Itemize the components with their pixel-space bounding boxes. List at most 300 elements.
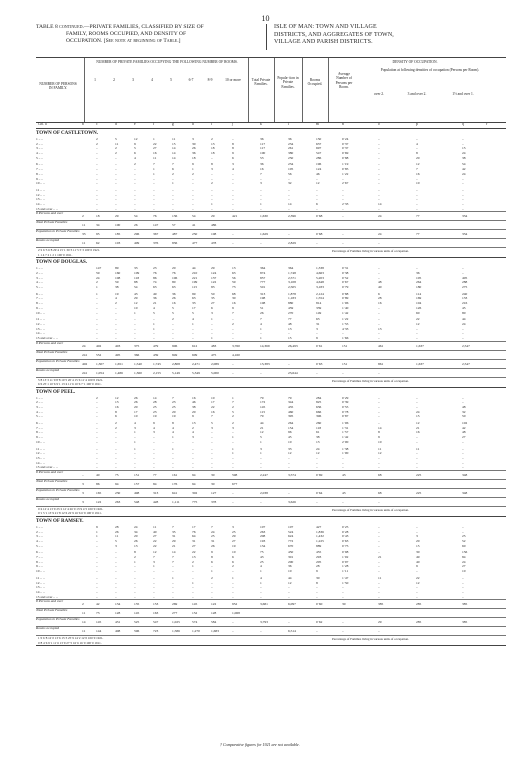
cell: – — [115, 465, 117, 470]
cell: 7 — [232, 310, 234, 315]
cell: 348 — [462, 472, 468, 477]
row-label: 3 .. .. — [36, 275, 43, 280]
heading-density: DENSITY OF OCCUPATION. — [392, 60, 438, 64]
cell: 1 — [134, 439, 136, 444]
cell: – — [260, 206, 262, 211]
cell: – — [153, 594, 155, 599]
cell: 77 — [416, 214, 420, 219]
cell: 54 — [192, 214, 196, 219]
cell: – — [416, 569, 418, 574]
cell: – — [260, 594, 262, 599]
cell: 450 — [288, 550, 294, 555]
cell: – — [462, 529, 464, 534]
cell: – — [115, 321, 117, 326]
cell: 1·11 — [342, 569, 349, 574]
cell: 22 — [153, 543, 157, 548]
cell: – — [211, 589, 213, 594]
cell: 84 — [153, 481, 157, 486]
cell: – — [115, 460, 117, 465]
cell: 1·47 — [342, 575, 349, 580]
header-divider — [266, 24, 271, 50]
cell: – — [462, 181, 464, 186]
cell: 21 — [260, 425, 264, 430]
cell: – — [378, 271, 380, 275]
cell: – — [288, 232, 290, 237]
cell: – — [378, 310, 380, 315]
cell: 45 — [462, 305, 466, 310]
cell: – — [134, 167, 136, 172]
cell: – — [232, 335, 234, 340]
cell: – — [96, 559, 98, 564]
cell: 145 — [134, 611, 140, 616]
cell: 3 — [82, 490, 84, 495]
column-letter: i — [211, 122, 212, 126]
cell: – — [134, 206, 136, 211]
row-label: 15 and over .. .. — [36, 465, 58, 470]
cell: 0·79 — [342, 285, 349, 290]
cell: 2,124 — [316, 291, 324, 296]
cell: 334 — [462, 232, 468, 237]
cell: 20 — [416, 155, 420, 160]
cell: 38 — [192, 405, 196, 409]
cell: 79 — [288, 395, 292, 400]
cell: 263 — [260, 529, 266, 534]
cell: – — [378, 317, 380, 322]
cell: 836 — [172, 241, 178, 246]
cell: 12 — [153, 550, 157, 555]
cell: 63 — [316, 317, 320, 322]
cell: – — [288, 620, 290, 625]
cell: 1·57 — [342, 430, 349, 435]
cell: 10 — [211, 395, 215, 400]
cell: – — [115, 155, 117, 160]
cell: 46 — [316, 171, 320, 176]
cell: 2 — [192, 559, 194, 564]
cell: 29 — [378, 620, 382, 625]
cell: 22 — [153, 141, 157, 146]
cell: 2,089 — [211, 361, 219, 366]
row-label: 4 .. .. — [36, 409, 43, 414]
cell: 461 — [378, 343, 384, 348]
cell: 80 — [462, 310, 466, 315]
cell: 475 — [211, 352, 217, 357]
cell: 367 — [153, 232, 159, 237]
cell: 33 — [82, 232, 86, 237]
cell: 15 — [172, 141, 176, 146]
cell: 3 — [211, 167, 213, 172]
cell: 157 — [134, 481, 140, 486]
cell: – — [378, 241, 380, 246]
cell: – — [211, 446, 213, 451]
column-letter: h — [192, 122, 194, 126]
cell: 34 — [96, 223, 100, 228]
cell: – — [260, 499, 262, 504]
cell: 147 — [96, 266, 102, 271]
cell: – — [416, 400, 418, 405]
cell: 1 — [192, 580, 194, 585]
region-line-1: ISLE OF MAN: TOWN AND VILLAGE — [274, 24, 377, 30]
cell: 14 — [378, 201, 382, 206]
cell: – — [211, 171, 213, 176]
cell: 1 — [260, 580, 262, 585]
cell: 84 — [462, 555, 466, 560]
cell: – — [462, 326, 464, 331]
cell: – — [96, 594, 98, 599]
cell: – — [96, 451, 98, 456]
heading-room-1: 1 — [94, 78, 96, 82]
summary-row-persons-over — [36, 341, 506, 350]
cell: 73 — [232, 285, 236, 290]
cell: – — [378, 421, 380, 426]
cell: – — [260, 241, 262, 246]
cell: 43 — [342, 490, 346, 495]
cell: 3 — [316, 326, 318, 331]
cell: 1 — [153, 137, 155, 141]
cell: 7 — [211, 414, 213, 419]
cell: 40 — [153, 529, 157, 534]
cell: 1 — [211, 317, 213, 322]
cell: – — [96, 162, 98, 167]
cell: 12 — [134, 301, 138, 306]
cell: – — [416, 176, 418, 181]
cell: – — [462, 524, 464, 529]
cell: 0·78 — [342, 409, 349, 414]
cell: 1,183 — [288, 296, 296, 301]
cell: 28 — [115, 524, 119, 529]
heading-room-6-7: 6-7 — [188, 78, 194, 82]
cell: – — [260, 197, 262, 202]
cell: 24 — [82, 343, 86, 348]
column-letter: g — [172, 122, 174, 126]
row-label: 14 .. .. — [36, 460, 45, 465]
cell: – — [378, 409, 380, 414]
cell: 14 — [172, 550, 176, 555]
cell: 73 — [96, 611, 100, 616]
cell: 74 — [153, 280, 157, 285]
cell: 1 — [260, 201, 262, 206]
cell: 2 — [134, 555, 136, 560]
cell: – — [115, 181, 117, 186]
cell: – — [288, 589, 290, 594]
cell: 16 — [153, 151, 157, 156]
cell: – — [378, 455, 380, 460]
cell: 1 — [211, 201, 213, 206]
cell: 1 — [134, 310, 136, 315]
cell: 77 — [416, 232, 420, 237]
row-label: 6 .. .. — [36, 550, 43, 555]
cell: 13 — [232, 266, 236, 271]
cell: 36 — [288, 137, 292, 141]
cell: – — [96, 465, 98, 470]
cell: 11 — [153, 155, 157, 160]
cell: – — [96, 176, 98, 181]
summary-label: Total Private Families — [36, 478, 68, 483]
cell: 0·24 — [342, 137, 349, 141]
cell: – — [96, 425, 98, 430]
cell: – — [260, 585, 262, 590]
cell: 63 — [192, 296, 196, 301]
cell: 421 — [232, 214, 238, 219]
cell: 2 — [82, 602, 84, 607]
cell: 880 — [288, 301, 294, 306]
percentage-1921: 5·8 13·3 11·9 8·8 10·5 20·4 15·6 11·4 100·0 1921. — [38, 377, 104, 382]
summary-row-rooms — [36, 626, 506, 635]
cell: 76 — [153, 214, 157, 219]
row-label: 9 .. .. — [36, 435, 43, 440]
cell: – — [134, 465, 136, 470]
cell: 20 — [172, 409, 176, 414]
cell: 12 — [260, 430, 264, 435]
cell: 107 — [260, 524, 266, 529]
cell: 677 — [232, 481, 238, 486]
cell: – — [96, 414, 98, 419]
cell: 3,793 — [260, 620, 268, 625]
cell: 59 — [96, 271, 100, 275]
cell: 624 — [288, 534, 294, 539]
cell: 3 — [211, 310, 213, 315]
cell: – — [462, 439, 464, 444]
cell: 547 — [316, 151, 322, 156]
cell: – — [172, 331, 174, 336]
cell: 1 — [192, 321, 194, 326]
cell: – — [96, 575, 98, 580]
row-label: 7 .. .. — [36, 555, 43, 560]
cell: – — [316, 594, 318, 599]
cell: – — [115, 455, 117, 460]
town-heading: TOWN OF DOUGLAS. — [36, 260, 87, 266]
page-number: 10 — [261, 14, 270, 23]
cell: 408 — [115, 629, 121, 634]
cell: 775 — [192, 499, 198, 504]
cell: 31 — [172, 534, 176, 539]
cell: 598 — [232, 472, 238, 477]
cell: 2 — [211, 575, 213, 580]
row-label: 14 .. .. — [36, 331, 45, 336]
cell: 8 — [416, 151, 418, 156]
cell: – — [378, 629, 380, 634]
percentage-row — [36, 247, 506, 258]
heading-over-2: over 2. — [374, 92, 384, 96]
cell: – — [462, 266, 464, 271]
cell: – — [342, 589, 344, 594]
cell: 8 — [232, 146, 234, 151]
cell: 277 — [172, 611, 178, 616]
cell: 149 — [316, 310, 322, 315]
cell: 2 — [172, 317, 174, 322]
cell: 385 — [378, 602, 384, 607]
cell: 24 — [96, 275, 100, 280]
cell: 24 — [134, 524, 138, 529]
cell: – — [115, 559, 117, 564]
cell: – — [115, 575, 117, 580]
cell: 4 — [153, 305, 155, 310]
cell: 0·62 — [316, 620, 323, 625]
cell: – — [153, 187, 155, 192]
cell: – — [232, 137, 234, 141]
cell: 250 — [192, 232, 198, 237]
cell: 180 — [416, 285, 422, 290]
cell: – — [342, 232, 344, 237]
cell: 103 — [115, 241, 121, 246]
row-label: 1 .. .. — [36, 137, 43, 141]
cell: 14,369 — [260, 343, 270, 348]
cell: 40 — [416, 559, 420, 564]
row-label: 11 .. .. — [36, 317, 45, 322]
cell: – — [462, 446, 464, 451]
cell: 12 — [416, 321, 420, 326]
cell: – — [153, 317, 155, 322]
cell: 115 — [260, 409, 266, 414]
cell: 9 — [378, 435, 380, 440]
cell: 9 — [232, 151, 234, 156]
cell: 35 — [211, 296, 215, 301]
cell: – — [134, 580, 136, 585]
cell: – — [232, 361, 234, 366]
cell: 16 — [192, 395, 196, 400]
cell: 1,629 — [260, 232, 268, 237]
cell: 1·38 — [342, 446, 349, 451]
cell: – — [96, 455, 98, 460]
cell: – — [211, 206, 213, 211]
cell: 4 — [232, 167, 234, 172]
cell: 0·37 — [342, 146, 349, 151]
cell: 2,505 — [288, 285, 296, 290]
cell: 1 — [260, 439, 262, 444]
row-label: 5 .. .. — [36, 414, 43, 419]
cell: 260 — [316, 421, 322, 426]
cell: – — [416, 146, 418, 151]
cell: 487 — [172, 232, 178, 237]
cell: – — [96, 589, 98, 594]
cell: 36 — [288, 564, 292, 569]
cell: 122 — [211, 280, 217, 285]
cell: – — [96, 192, 98, 197]
cell: 11 — [115, 141, 119, 146]
heading-rooms: Rooms Occupied. — [307, 78, 323, 87]
cell: 3 — [115, 543, 117, 548]
table-title — [36, 24, 266, 46]
cell: 574 — [192, 620, 198, 625]
cell: – — [232, 569, 234, 574]
summary-label: Rooms occupied — [36, 238, 60, 243]
cell: 36 — [260, 162, 264, 167]
cell: 857 — [260, 275, 266, 280]
cell: – — [288, 206, 290, 211]
cell: 96 — [288, 430, 292, 435]
cell: 10 — [232, 550, 236, 555]
cell: 1·40 — [342, 305, 349, 310]
cell: 459 — [288, 305, 294, 310]
cell: 108 — [260, 301, 266, 306]
cell: – — [288, 176, 290, 181]
cell: 313 — [260, 291, 266, 296]
cell: 33 — [134, 266, 138, 271]
cell: – — [232, 171, 234, 176]
cell: – — [232, 197, 234, 202]
cell: 264 — [416, 280, 422, 285]
cell: – — [172, 335, 174, 340]
cell: – — [153, 331, 155, 336]
cell: 28 — [378, 296, 382, 301]
cell: 50 — [211, 291, 215, 296]
cell: – — [232, 430, 234, 435]
summary-label: 8 Persons and over — [36, 211, 64, 216]
cell: 1 — [96, 529, 98, 534]
cell: 2 — [232, 405, 234, 409]
cell: – — [462, 201, 464, 206]
cell: 1 — [232, 395, 234, 400]
cell: 906 — [172, 343, 178, 348]
row-label: 3 .. .. — [36, 405, 43, 409]
cell: – — [260, 460, 262, 465]
cell: – — [342, 241, 344, 246]
cell: 6,097 — [288, 602, 296, 607]
rule — [302, 58, 303, 122]
cell: 402 — [82, 361, 88, 366]
cell: 26 — [134, 395, 138, 400]
cell: 24 — [378, 214, 382, 219]
cell: 3 — [232, 162, 234, 167]
cell: – — [115, 192, 117, 197]
cell: – — [211, 594, 213, 599]
cell: – — [115, 446, 117, 451]
cell: 1,338 — [316, 266, 324, 271]
cell: 241 — [82, 352, 88, 357]
cell: – — [316, 629, 318, 634]
cell: – — [316, 589, 318, 594]
cell: 2 — [96, 280, 98, 285]
cell: 0·98 — [342, 550, 349, 555]
percentage-1911: 1 1 4 7 2 1 2 1 100·0 1911. — [38, 252, 73, 257]
cell: 30 — [211, 472, 215, 477]
cell: – — [134, 317, 136, 322]
summary-label: Population in Private Families — [36, 358, 80, 363]
cell: 1,025 — [172, 620, 180, 625]
cell: 2 — [96, 141, 98, 146]
cell: – — [172, 465, 174, 470]
cell: 7 — [211, 524, 213, 529]
cell: 13 — [134, 543, 138, 548]
cell: 5 — [172, 310, 174, 315]
cell: – — [153, 435, 155, 440]
cell: – — [96, 321, 98, 326]
cell: 109 — [134, 271, 140, 275]
cell: 3 — [192, 435, 194, 440]
cell: 24 — [462, 559, 466, 564]
cell: 80 — [172, 280, 176, 285]
cell: 403 — [115, 343, 121, 348]
cell: 8 — [211, 555, 213, 560]
cell: 54 — [134, 214, 138, 219]
cell: – — [153, 569, 155, 574]
cell: 1,360 — [134, 370, 142, 375]
cell: 18 — [192, 155, 196, 160]
cell: 16 — [416, 430, 420, 435]
cell: 2 — [232, 564, 234, 569]
heading-room-4: 4 — [151, 78, 153, 82]
cell: 26,493 — [288, 343, 298, 348]
cell: 9 — [96, 524, 98, 529]
cell: – — [115, 335, 117, 340]
cell: 76 — [172, 271, 176, 275]
cell: 16 — [416, 171, 420, 176]
cell: 5,203 — [316, 275, 324, 280]
cell: – — [153, 192, 155, 197]
cell: – — [172, 201, 174, 206]
cell: 296 — [134, 232, 140, 237]
cell: 160 — [115, 271, 121, 275]
cell: 63 — [232, 271, 236, 275]
